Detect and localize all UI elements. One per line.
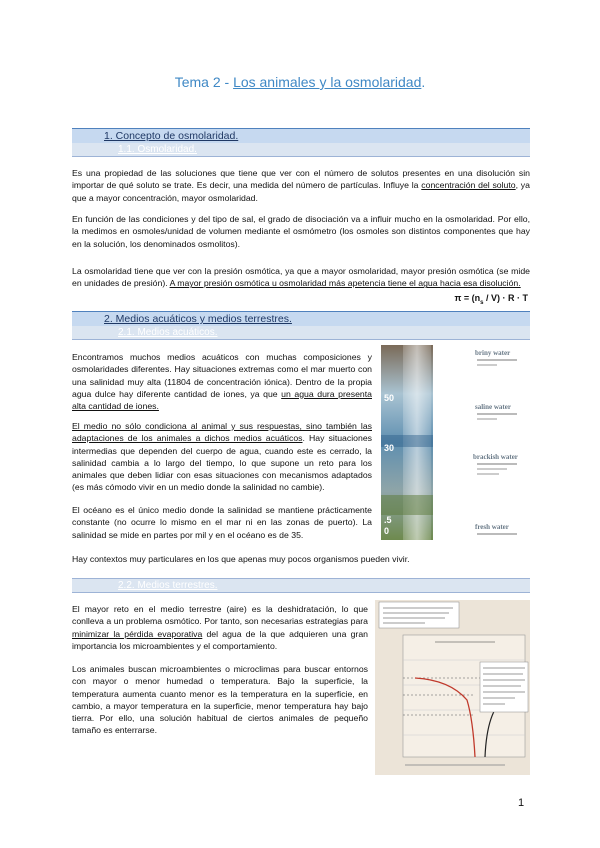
- label-brackish-water: brackish water: [473, 453, 518, 461]
- label-briny-water: briny water: [475, 349, 511, 357]
- soil-temperature-graph: [375, 600, 530, 775]
- section-1-title: 1. Concepto de osmolaridad.: [104, 130, 239, 142]
- title-prefix: Tema 2 -: [174, 74, 234, 90]
- salinity-mark-30: 30: [384, 443, 395, 453]
- subsection-2-2-header: [72, 578, 530, 593]
- paragraph-8: El mayor reto en el medio terrestre (aire) es la deshidratación, lo que conlleva a un problema osmótico. Por tanto, son necesarias estrategias para minimizar la pérdida evaporativa del agua de la que adquieren una gran importancia los microambientes y el comportamiento.: [72, 604, 368, 651]
- label-fresh-water: fresh water: [475, 523, 509, 531]
- title-suffix: .: [421, 74, 426, 90]
- section-1-header: [72, 128, 530, 144]
- salinity-mark-50: 50: [384, 393, 395, 403]
- subsection-1-1-header: [72, 143, 530, 157]
- label-saline-water: saline water: [475, 403, 511, 411]
- title-main: Los animales y la osmolaridad: [233, 74, 422, 90]
- paragraph-7: Hay contextos muy particulares en los que apenas muy pocos organismos pueden vivir.: [72, 554, 410, 564]
- subsection-2-1-title: 2.1. Medios acuáticos.: [118, 327, 218, 338]
- section-2-title: 2. Medios acuáticos y medios terrestres.: [104, 313, 292, 325]
- section-2-header: [72, 311, 530, 327]
- bottle-illustration: [381, 345, 530, 540]
- salinity-bottle-image: [381, 345, 530, 540]
- paragraph-1: Es una propiedad de las soluciones que tiene que ver con el número de solutos presentes en una disolución sin importar de qué soluto se trate. Es decir, una medida del número de partículas. Influye la concentración del soluto, ya que a mayor concentración, mayor osmolaridad.: [72, 168, 530, 203]
- paragraph-2: En función de las condiciones y del tipo de sal, el grado de disociación va a influir mucho en la osmolaridad. Por ello, la medimos en osmoles/unidad de volumen mediante el osmómetro (los osmoles son distintos componentes que hay en la solución, los denominados osmolitos).: [72, 214, 530, 249]
- temperature-curve-figure: [375, 600, 530, 775]
- osmotic-pressure-formula: $\pi = (n_s / V) \cdot R \cdot T$: [454, 293, 528, 306]
- salinity-mark-05: .5: [384, 515, 392, 525]
- paragraph-6: El océano es el único medio donde la salinidad se mantiene prácticamente constante (no ocurre lo mismo en el mar ni en las zonas de puerto). La salinidad se mide en partes por mil y en el océano es de 35.: [72, 505, 372, 540]
- subsection-1-1-title: 1.1. Osmolaridad.: [118, 144, 197, 155]
- subsection-2-1-header: [72, 326, 530, 340]
- page-number: 1: [518, 797, 525, 809]
- subsection-2-2-title: 2.2. Medios terrestres.: [118, 580, 218, 591]
- salinity-mark-0: 0: [384, 526, 390, 536]
- paragraph-9: Los animales buscan microambientes o microclimas para buscar entornos con mayor o menor humedad o temperatura. Bajo la superficie, la temperatura aumenta cuanto menor es la temperatura en la superficie, en cambio, a mayor temperatura en la superficie, menor temperatura hay bajo tierra. Por ello, una solución habitual de ciertos animales de pequeño tamaño es enterrarse.: [72, 664, 368, 736]
- page-title: [0, 74, 600, 90]
- paragraph-3: La osmolaridad tiene que ver con la presión osmótica, ya que a mayor osmolaridad, mayor presión osmótica (se mide en unidades de presión). A mayor presión osmótica u osmolaridad más apetencia tiene el agua hacia esa disolución.: [72, 266, 530, 289]
- paragraph-5: El medio no sólo condiciona al animal y sus respuestas, sino también las adaptaciones de los animales a dichos medios acuáticos. Hay situaciones intermedias que dependen del cuerpo de agua, cuando este es cerrado, la salinidad cambia a lo largo del tiempo, lo que supone un reto para los animales que deben lidiar con esas situaciones con mecanismos adaptados (es más cómodo vivir en un medio donde la salinidad no cambie).: [72, 421, 373, 493]
- paragraph-4: Encontramos muchos medios acuáticos con muchas composiciones y osmolaridades diferentes. Hay situaciones extremas como el mar muerto con una salinidad muy alta (11804 de concentración iónica). Dentro de la propia agua dulce hay diferente cantidad de iones, ya que un agua dura presenta alta cantidad de iones.: [72, 352, 372, 412]
